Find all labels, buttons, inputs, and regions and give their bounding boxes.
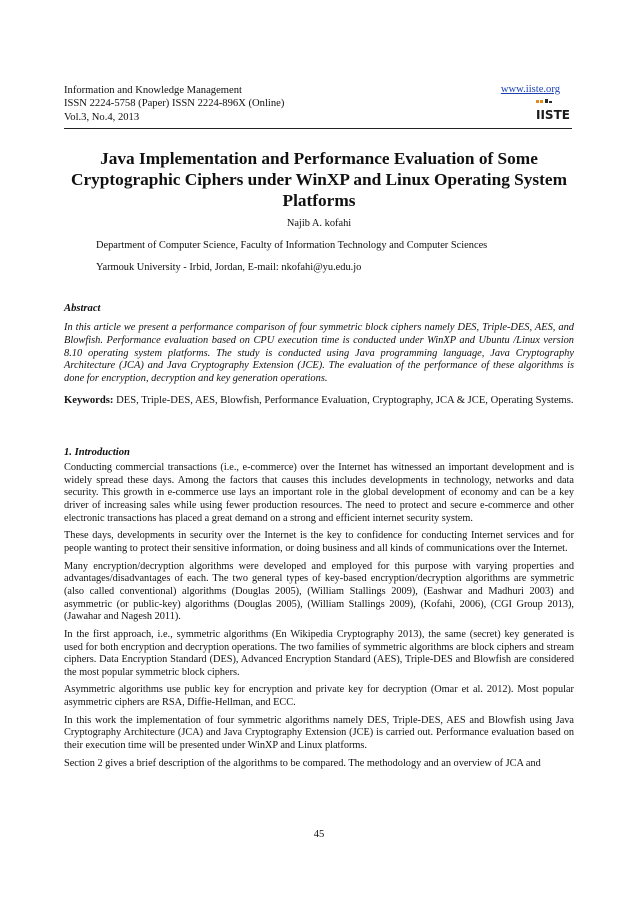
journal-name: Information and Knowledge Management: [64, 85, 242, 96]
keywords: [64, 390, 574, 411]
section-heading-introduction: 1. Introduction: [64, 447, 130, 458]
paragraph: Section 2 gives a brief description of the algorithms to be compared. The methodology and an overview of JCA and: [64, 757, 541, 769]
journal-issn: ISSN 2224-5758 (Paper) ISSN 2224-896X (Online): [64, 98, 285, 110]
journal-volume: Vol.3, No.4, 2013: [64, 111, 140, 123]
introduction-body: [64, 462, 574, 775]
paragraph: These days, developments in security over the Internet is the key to confidence for conducting Internet services and for people wanting to protect their sensitive information, or doing business and all kinds of communications over the Internet.: [64, 530, 574, 555]
paragraph: In this work the implementation of four symmetric algorithms namely DES, Triple-DES, AES and Blowfish using Java Cryptography Architecture (JCA) and Java Cryptography Extension (JCE) is carried out. Performance evaluation based on their execution time will be presented under WinXP and Linux platforms.: [64, 714, 574, 752]
paragraph: In the first approach, i.e., symmetric algorithms (En Wikipedia Cryptography 2013), the same (secret) key generated is used for both encryption and decryption operations. The two families of symmetric algorithms are block ciphers and stream ciphers. Data Encryption Standard (DES), Advanced Encryption Standard (AES), Triple-DES and Blowfish are considered the most popular symmetric block ciphers.: [64, 628, 574, 678]
header-divider: [64, 128, 572, 129]
journal-url-link[interactable]: www.iiste.org: [500, 84, 560, 95]
abstract-heading: Abstract: [64, 303, 101, 314]
page-number: 45: [313, 829, 325, 840]
affiliation-university: Yarmouk University - Irbid, Jordan, E-mail: nkofahi@yu.edu.jo: [96, 262, 362, 273]
paragraph: Asymmetric algorithms use public key for encryption and private key for decryption (Omar et al. 2012). Most popular asymmetric ciphers are RSA, Diffie-Hellman, and ECC.: [64, 684, 574, 709]
keywords-list: DES, Triple-DES, AES, Blowfish, Performance Evaluation, Cryptography, JCA & JCE, Operating Systems.: [116, 395, 574, 406]
keywords-label: Keywords:: [64, 395, 114, 406]
iiste-logo-icon: [535, 99, 570, 122]
paper-title: Java Implementation and Performance Evaluation of Some Cryptographic Ciphers under WinXP and Linux Operating System Platforms: [71, 149, 567, 210]
author-name: Najib A. kofahi: [286, 218, 352, 229]
journal-header: [64, 84, 284, 124]
svg-text:IISTE: IISTE: [536, 108, 570, 122]
abstract-text: In this article we present a performance comparison of four symmetric block ciphers namely DES, Triple-DES, AES, and Blowfish. Performance evaluation based on CPU execution time is conducted under WinXP and Ubuntu /Linux version 8.10 operating system platforms. The study is conducted using Java programming language, Java Cryptography Architecture (JCA) and Java Cryptography Extension (JCE). The evaluation of the performance of these algorithms is done for encryption, decryption and key generation operations.: [64, 322, 574, 385]
affiliation-department: Department of Computer Science, Faculty of Information Technology and Computer Sciences: [96, 240, 488, 251]
paragraph: Conducting commercial transactions (i.e., e-commerce) over the Internet has witnessed an important development and is widely spread these days. Among the factors that causes this includes developments in technology, networks and data security. This growth in e-commerce use lays an important role in the global development of economy and can be a key driver of increasing sales while using fewer production resources. The need to protect and secure e-commerce and other electronic transactions has placed a great demand on a strong and efficient internet security system.: [64, 462, 574, 524]
paragraph: Many encryption/decryption algorithms were developed and employed for this purpose with varying properties and advantages/disadvantages of each. The two general types of key-based encryption/decryption algorithms are symmetric (also called conventional) algorithms (Douglas 2005), (William Stallings 2009), (Eashwar and Madhuri 2003) and asymmetric (or public-key) algorithms (Douglas 2005), (William Stallings 2009), (Kofahi, 2006), (CGI Group 2013), (Jawahar and Nagesh 2011).: [64, 560, 574, 623]
